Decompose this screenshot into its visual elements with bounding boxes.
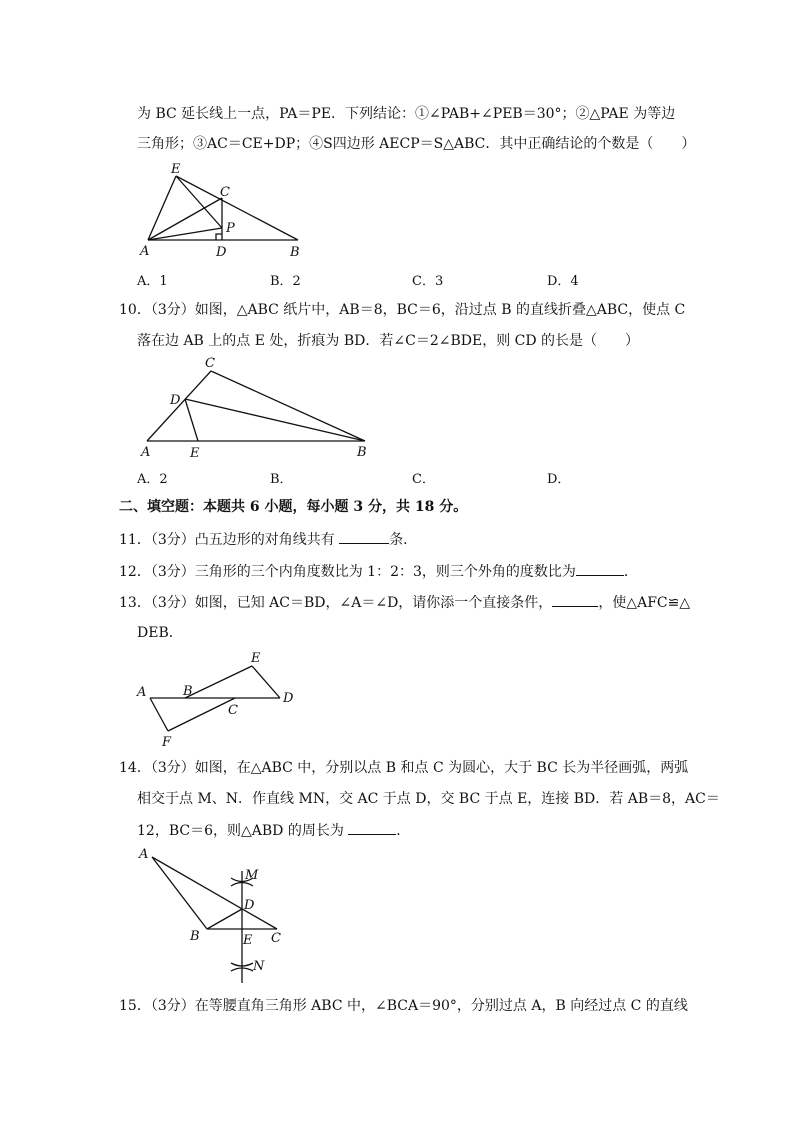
q10-text-line2: 落在边 AB 上的点 E 处，折痕为 BD．若∠C＝2∠BDE，则 CD 的长是（ ） <box>137 333 640 349</box>
q11-before: 11．（3分）凸五边形的对角线共有 <box>119 532 335 548</box>
q11-text <box>119 529 417 550</box>
q9-choices <box>137 270 657 288</box>
q9-figure <box>130 158 330 263</box>
q9-label-P: P <box>226 221 235 236</box>
q13-label-D: D <box>283 691 294 706</box>
q10-figure <box>135 355 385 465</box>
q13-label-E: E <box>251 651 261 666</box>
q12-before: 12．（3分）三角形的三个内角度数比为 1：2：3，则三个外角的度数比为 <box>119 564 576 580</box>
q14-label-N: N <box>253 959 265 974</box>
q10-choice-b[interactable]: B． <box>270 472 293 487</box>
q14-after: ． <box>396 823 411 839</box>
q13-text-line2: DEB． <box>137 625 183 641</box>
q14-label-M: M <box>245 868 259 883</box>
q9-choice-a[interactable]: A．1 <box>137 274 168 289</box>
q14-label-E: E <box>243 933 253 948</box>
q13-answer-blank[interactable] <box>552 592 598 607</box>
q9-label-B: B <box>290 245 300 260</box>
q10-label-D: D <box>170 393 181 408</box>
q14-label-C: C <box>271 931 281 946</box>
q14-text-line3 <box>137 820 410 841</box>
q13-text-line1 <box>119 592 690 613</box>
q12-after: ． <box>623 564 638 580</box>
q14-text-line1: 14．（3分）如图，在△ABC 中，分别以点 B 和点 C 为圆心，大于 BC 长为半径画弧，两弧 <box>119 760 689 776</box>
q13-before: 13．（3分）如图，已知 AC＝BD，∠A＝∠D，请你添一个直接条件， <box>119 595 553 611</box>
q14-figure <box>135 845 295 990</box>
q9-label-D: D <box>216 245 227 260</box>
q9-text-line1: 为 BC 延长线上一点，PA＝PE．下列结论：①∠PAB+∠PEB＝30°；②△PAE 为等边 <box>137 106 676 122</box>
q10-choice-a[interactable]: A．2 <box>137 472 168 487</box>
q9-choice-d[interactable]: D．4 <box>547 274 579 289</box>
q14-before: 12，BC＝6，则△ABD 的周长为 <box>137 823 344 839</box>
q13-label-F: F <box>162 735 172 750</box>
q14-label-D: D <box>244 898 255 913</box>
q13-figure <box>130 648 310 753</box>
q9-text-line2: 三角形；③AC＝CE+DP；④S四边形 AECP＝S△ABC．其中正确结论的个数是（ ） <box>137 136 696 152</box>
q14-answer-blank[interactable] <box>348 820 396 835</box>
section-2-heading: 二、填空题：本题共 6 小题，每小题 3 分，共 18 分。 <box>119 499 468 515</box>
q13-label-A: A <box>137 685 147 700</box>
q10-label-E: E <box>190 446 200 461</box>
q11-after: 条． <box>389 532 418 548</box>
q10-choices <box>137 468 657 486</box>
q13-after: ，使△AFC≌△ <box>598 595 691 611</box>
q15-text-line1: 15．（3分）在等腰直角三角形 ABC 中，∠BCA＝90°，分别过点 A，B 向经过点 C 的直线 <box>119 998 688 1014</box>
q14-text-line2: 相交于点 M、N．作直线 MN，交 AC 于点 D，交 BC 于点 E，连接 BD．若 AB＝8，AC＝ <box>137 791 720 807</box>
q10-label-B: B <box>357 445 367 460</box>
q14-label-A: A <box>139 847 149 862</box>
q10-choice-d[interactable]: D． <box>547 472 571 487</box>
q12-answer-blank[interactable] <box>576 561 624 576</box>
q10-choice-c[interactable]: C． <box>412 472 435 487</box>
q11-answer-blank[interactable] <box>339 529 389 544</box>
q9-label-E: E <box>171 162 181 177</box>
q9-label-C: C <box>220 185 230 200</box>
q9-label-A: A <box>140 244 150 259</box>
q9-choice-c[interactable]: C．3 <box>412 274 444 289</box>
q10-text-line1: 10．（3分）如图，△ABC 纸片中，AB＝8，BC＝6，沿过点 B 的直线折叠△ABC，使点 C <box>119 302 686 318</box>
q13-label-C: C <box>228 703 238 718</box>
q10-label-C: C <box>205 356 215 371</box>
q12-text <box>119 561 638 582</box>
q9-choice-b[interactable]: B．2 <box>270 274 301 289</box>
q10-label-A: A <box>141 445 151 460</box>
q13-label-B: B <box>183 684 193 699</box>
q14-label-B: B <box>190 929 200 944</box>
